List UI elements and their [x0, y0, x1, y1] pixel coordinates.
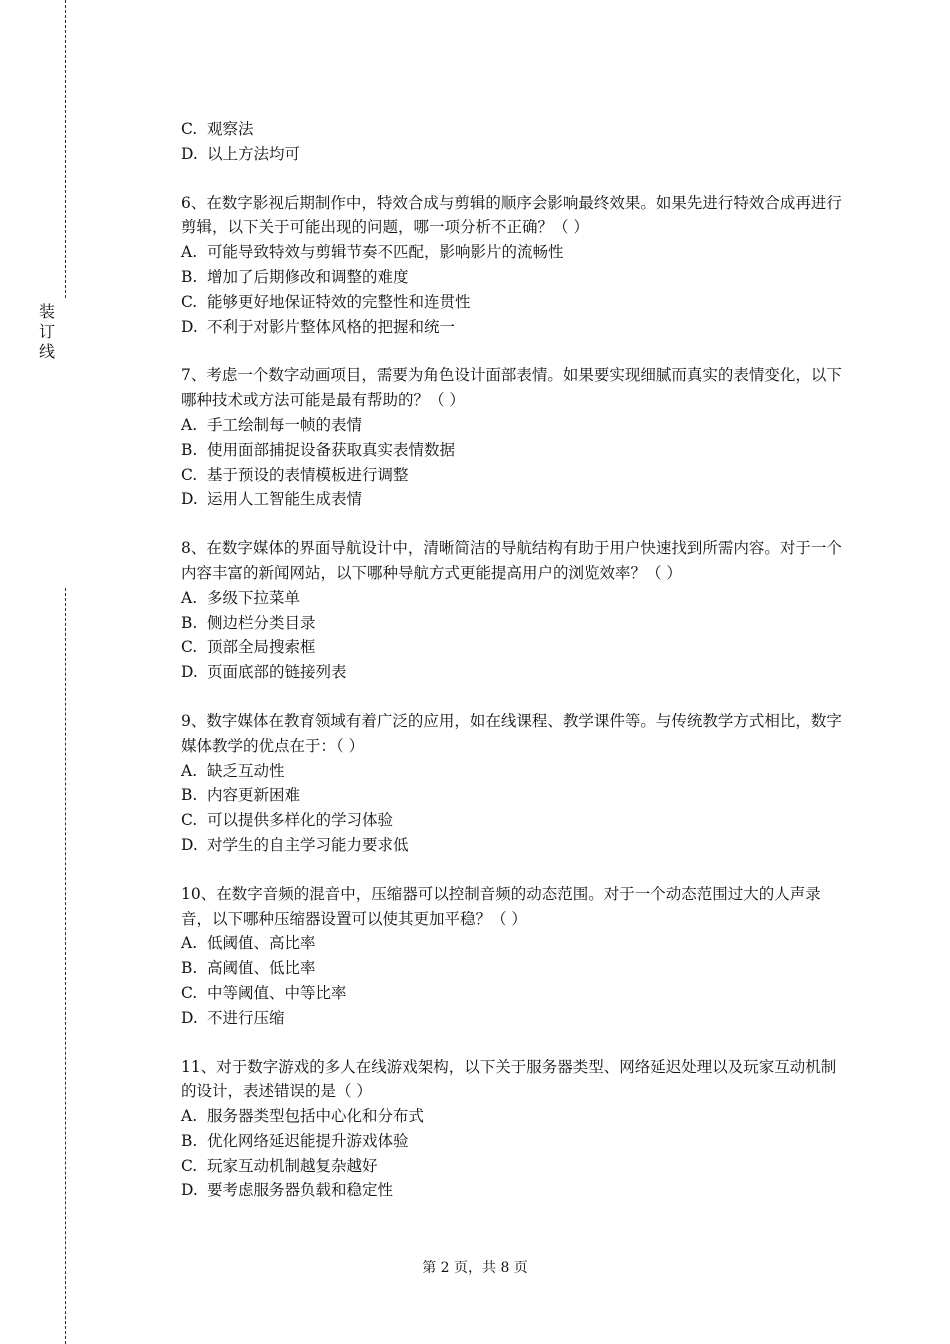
option-b: [181, 265, 851, 290]
option-text: 以上方法均可: [207, 144, 301, 163]
option-a: [181, 413, 851, 438]
option-a: [181, 240, 851, 265]
option-d: [181, 487, 851, 512]
option-text: 要考虑服务器负载和稳定性: [207, 1181, 394, 1200]
option-text: 缺乏互动性: [207, 761, 285, 780]
option-text: 顶部全局搜索框: [207, 638, 316, 657]
option-letter: A.: [181, 588, 198, 607]
option-letter: B.: [181, 613, 198, 632]
option-text: 增加了后期修改和调整的难度: [207, 267, 409, 286]
option-c: [181, 1154, 851, 1179]
question-stem: 6、在数字影视后期制作中，特效合成与剪辑的顺序会影响最终效果。如果先进行特效合成再进行剪辑，以下关于可能出现的问题，哪一项分析不正确？（ ）: [181, 193, 842, 237]
option-d: [181, 1006, 851, 1031]
question-stem: 8、在数字媒体的界面导航设计中，清晰简洁的导航结构有助于用户快速找到所需内容。对于一个内容丰富的新闻网站，以下哪种导航方式更能提高用户的浏览效率？（ ）: [181, 539, 842, 582]
option-text: 内容更新困难: [207, 786, 301, 805]
option-text: 页面底部的链接列表: [207, 663, 347, 682]
option-d: [181, 142, 851, 167]
option-letter: C.: [181, 120, 198, 138]
option-text: 运用人工智能生成表情: [207, 490, 363, 509]
option-c: [181, 808, 851, 833]
option-letter: C.: [181, 811, 198, 830]
option-letter: C.: [181, 638, 198, 657]
binding-dashed-line-top: [65, 0, 66, 298]
option-b: [181, 611, 851, 636]
option-letter: B.: [181, 1131, 198, 1150]
option-text: 优化网络延迟能提升游戏体验: [207, 1131, 409, 1150]
option-text: 能够更好地保证特效的完整性和连贯性: [207, 292, 471, 311]
option-b: [181, 783, 851, 808]
binding-label-char: 订: [38, 322, 55, 341]
option-letter: D.: [181, 1008, 198, 1027]
binding-label-char: 线: [38, 342, 55, 361]
question-9: [181, 709, 851, 858]
option-letter: D.: [181, 490, 198, 509]
binding-label-char: 装: [38, 302, 55, 321]
option-letter: C.: [181, 1156, 198, 1175]
option-text: 基于预设的表情模板进行调整: [207, 465, 409, 484]
option-letter: B.: [181, 440, 198, 459]
option-d: [181, 833, 851, 858]
option-letter: B.: [181, 786, 198, 805]
option-letter: D.: [181, 1181, 198, 1200]
option-text: 高阈值、低比率: [207, 959, 316, 978]
option-text: 玩家互动机制越复杂越好: [207, 1156, 378, 1175]
option-c: [181, 981, 851, 1006]
question-8: [181, 536, 851, 685]
option-letter: C.: [181, 983, 198, 1002]
option-letter: B.: [181, 959, 198, 978]
option-text: 多级下拉菜单: [207, 588, 301, 607]
option-letter: D.: [181, 144, 198, 163]
binding-line-label: [38, 302, 56, 362]
option-text: 中等阈值、中等比率: [207, 983, 347, 1002]
option-b: [181, 438, 851, 463]
question-10: [181, 882, 851, 1031]
option-b: [181, 1129, 851, 1154]
option-letter: C.: [181, 465, 198, 484]
option-letter: A.: [181, 243, 198, 262]
page-number: 第 2 页，共 8 页: [422, 1260, 528, 1276]
question-stem: 9、数字媒体在教育领域有着广泛的应用，如在线课程、教学课件等。与传统教学方式相比，数字媒体教学的优点在于：（ ）: [181, 711, 842, 755]
option-text: 低阈值、高比率: [207, 934, 316, 953]
option-c: [181, 117, 851, 142]
option-letter: D.: [181, 835, 198, 854]
option-letter: D.: [181, 663, 198, 682]
option-text: 使用面部捕捉设备获取真实表情数据: [207, 440, 456, 459]
option-d: [181, 1178, 851, 1203]
option-letter: B.: [181, 267, 198, 286]
question-7: [181, 363, 851, 512]
option-text: 对学生的自主学习能力要求低: [207, 835, 409, 854]
option-text: 不进行压缩: [207, 1008, 285, 1027]
option-a: [181, 586, 851, 611]
option-text: 侧边栏分类目录: [207, 613, 316, 632]
option-letter: A.: [181, 1107, 198, 1126]
option-d: [181, 315, 851, 340]
option-d: [181, 660, 851, 685]
option-text: 手工绘制每一帧的表情: [207, 415, 363, 434]
binding-dashed-line-bottom: [65, 588, 66, 1344]
option-letter: D.: [181, 317, 198, 336]
option-letter: A.: [181, 761, 198, 780]
option-a: [181, 1104, 851, 1129]
question-6: [181, 191, 851, 340]
option-letter: C.: [181, 292, 198, 311]
option-text: 不利于对影片整体风格的把握和统一: [207, 317, 456, 336]
option-c: [181, 290, 851, 315]
question-stem: 7、考虑一个数字动画项目，需要为角色设计面部表情。如果要实现细腻而真实的表情变化，以下哪种技术或方法可能是最有帮助的？（ ）: [181, 366, 842, 410]
option-a: [181, 931, 851, 956]
option-letter: A.: [181, 934, 198, 953]
option-letter: A.: [181, 415, 198, 434]
question-11: [181, 1055, 851, 1204]
option-text: 观察法: [207, 120, 254, 138]
option-c: [181, 463, 851, 488]
exam-content: [181, 117, 851, 1227]
option-text: 可以提供多样化的学习体验: [207, 811, 394, 830]
continued-question-options: [181, 117, 851, 167]
question-stem: 10、在数字音频的混音中，压缩器可以控制音频的动态范围。对于一个动态范围过大的人声录音，以下哪种压缩器设置可以使其更加平稳？（ ）: [181, 884, 821, 928]
question-stem: 11、对于数字游戏的多人在线游戏架构，以下关于服务器类型、网络延迟处理以及玩家互动机制的设计，表述错误的是（ ）: [181, 1057, 837, 1101]
option-a: [181, 759, 851, 784]
option-b: [181, 956, 851, 981]
option-c: [181, 635, 851, 660]
option-text: 可能导致特效与剪辑节奏不匹配，影响影片的流畅性: [207, 243, 564, 262]
option-text: 服务器类型包括中心化和分布式: [207, 1107, 425, 1126]
